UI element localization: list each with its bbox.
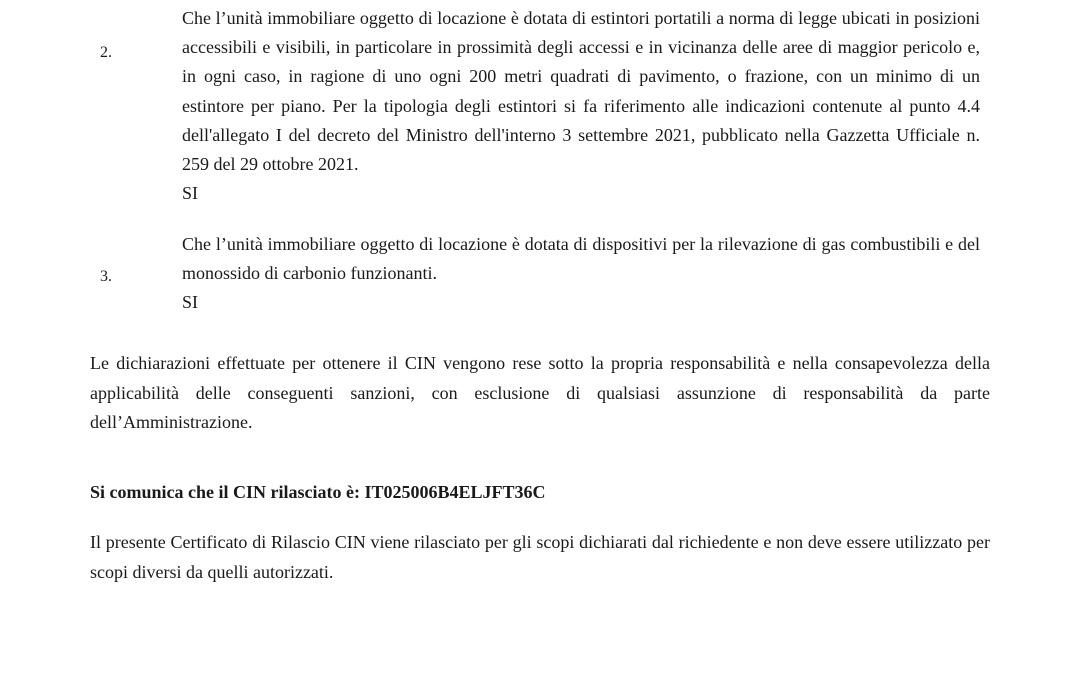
cin-statement (90, 478, 990, 508)
item-answer: SI (182, 292, 199, 313)
declarations-paragraph: Le dichiarazioni effettuate per ottenere il CIN vengono rese sotto la propria responsabilità e nella consapevolezza della applicabilità delle conseguenti sanzioni, con esclusione di qualsiasi assunzione di responsabilità da parte dell’Amministrazione. (90, 353, 990, 432)
cin-label: Si comunica che il CIN rilasciato è: (90, 482, 365, 502)
item-text: Che l’unità immobiliare oggetto di locazione è dotata di estintori portatili a norma di legge ubicati in posizioni accessibili e visibili, in particolare in prossimità degli accessi e in vicinanza delle aree di maggior pericolo e, in ogni caso, in ragione di uno ogni 200 metri quadrati di pavimento, o frazione, con un minimo di un estintore per piano. Per la tipologia degli estintori si fa riferimento alle indicazioni contenute al punto 4.4 dell'allegato I del decreto del Ministro dell'interno 3 settembre 2021, pubblicato nella Gazzetta Ufficiale n. 259 del 29 ottobre 2021. (182, 8, 980, 175)
item-answer: SI (182, 183, 199, 204)
item-text-block (182, 230, 980, 318)
item-number: 3. (100, 268, 112, 285)
item-text: Che l’unità immobiliare oggetto di locazione è dotata di dispositivi per la rilevazione di gas combustibili e del monossido di carbonio funzionanti. (182, 234, 980, 284)
item-number: 2. (100, 44, 112, 61)
item-text-block (182, 4, 980, 208)
cin-code: IT025006B4ELJFT36C (364, 482, 546, 502)
closing-paragraph: Il presente Certificato di Rilascio CIN viene rilasciato per gli scopi dichiarati dal richiedente e non deve essere utilizzato per scopi diversi da quelli autorizzati. (90, 532, 990, 582)
